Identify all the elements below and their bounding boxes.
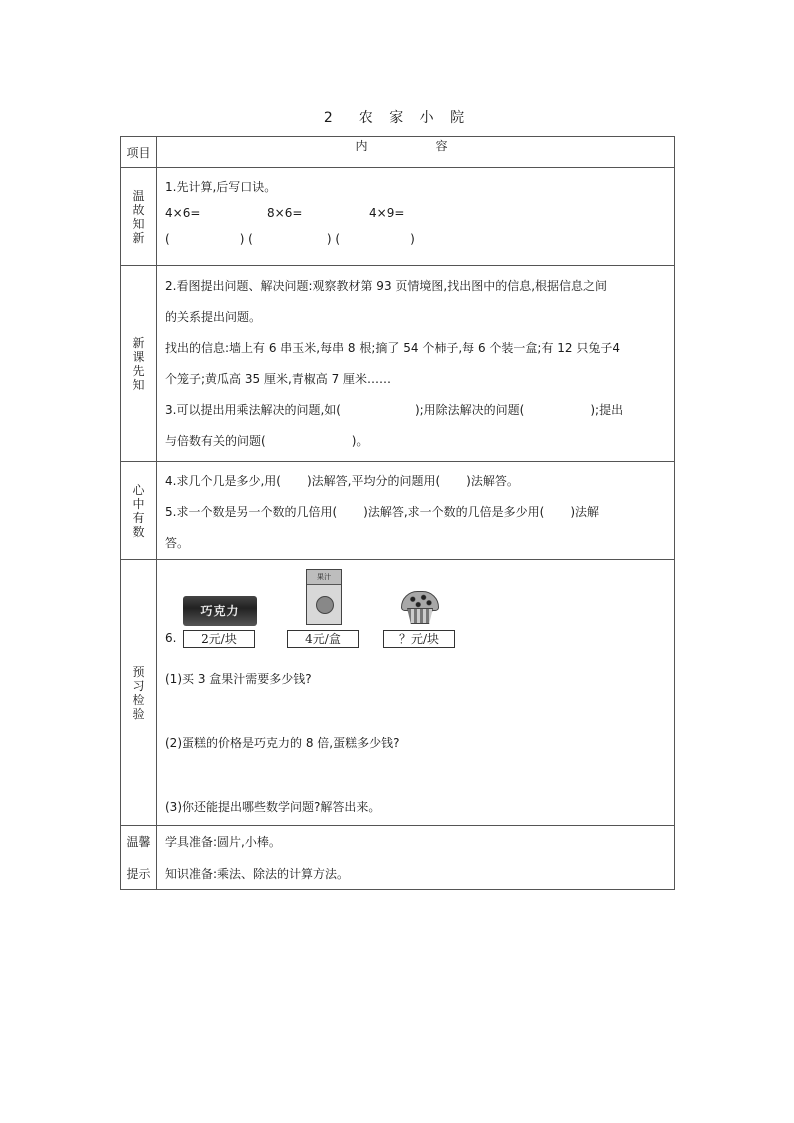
section-review	[121, 168, 675, 266]
section-content-check	[157, 560, 675, 826]
text-line: 与倍数有关的问题( )。	[165, 434, 369, 448]
chocolate-bar-icon: 巧克力	[183, 596, 257, 626]
price-tag-chocolate: 2元/块	[183, 630, 255, 648]
section-understand	[121, 462, 675, 560]
section-label-understand: 心中有数	[121, 462, 157, 560]
question-number: 6.	[165, 631, 177, 645]
text-line: 答。	[165, 536, 190, 550]
calc-item: 4×6=	[165, 206, 201, 220]
tips-label-bottom: 提示	[121, 858, 157, 890]
price-tag-juice: 4元/盒	[287, 630, 359, 648]
text-line: 的关系提出问题。	[165, 310, 262, 324]
section-label-check: 预习检验	[121, 560, 157, 826]
tips-row-1	[121, 826, 675, 858]
juice-box-icon: 果汁	[306, 569, 342, 625]
header-content: 内 容	[157, 137, 675, 168]
page-title: 2 农 家 小 院	[323, 110, 471, 126]
text-line: 3.可以提出用乘法解决的问题,如( );用除法解决的问题( );提出	[165, 403, 624, 417]
fruit-icon	[316, 596, 334, 614]
section-content-review	[157, 168, 675, 266]
section-check	[121, 560, 675, 826]
tips-line-2: 知识准备:乘法、除法的计算方法。	[157, 858, 675, 890]
calc-item: 8×6=	[267, 206, 303, 220]
table-header-row	[121, 137, 675, 168]
text-line: 5.求一个数是另一个数的几倍用( )法解答,求一个数的几倍是多少用( )法解	[165, 505, 600, 519]
section-label-preview: 新课先知	[121, 266, 157, 462]
header-item: 项目	[121, 137, 157, 168]
tips-line-1: 学具准备:圆片,小棒。	[157, 826, 675, 858]
section-preview	[121, 266, 675, 462]
tips-row-2	[121, 858, 675, 890]
section-content-understand	[157, 462, 675, 560]
calc-item: 4×9=	[369, 206, 405, 220]
muffin-cup-icon	[407, 608, 433, 624]
tips-label-top: 温馨	[121, 826, 157, 858]
text-line: 个笼子;黄瓜高 35 厘米,青椒高 7 厘米……	[165, 372, 392, 386]
text-line: 2.看图提出问题、解决问题:观察教材第 93 页情境图,找出图中的信息,根据信息之间	[165, 279, 608, 293]
question-2: (2)蛋糕的价格是巧克力的 8 倍,蛋糕多少钱?	[165, 736, 400, 750]
answer-row: ( ) ( ) ( )	[165, 232, 415, 246]
question-1: (1)买 3 盒果汁需要多少钱?	[165, 672, 312, 686]
question-3: (3)你还能提出哪些数学问题?解答出来。	[165, 800, 381, 814]
text-line: 4.求几个几是多少,用( )法解答,平均分的问题用( )法解答。	[165, 474, 519, 488]
calc-row	[165, 200, 666, 226]
lesson-table	[120, 136, 675, 890]
text-line: 1.先计算,后写口诀。	[165, 180, 277, 194]
section-content-preview	[157, 266, 675, 462]
product-row	[165, 560, 666, 660]
price-tag-cake: ？元/块	[383, 630, 455, 648]
text-line: 找出的信息:墙上有 6 串玉米,每串 8 根;摘了 54 个柿子,每 6 个装一盒;有 12 只兔子4	[165, 341, 620, 355]
section-label-review: 温故知新	[121, 168, 157, 266]
